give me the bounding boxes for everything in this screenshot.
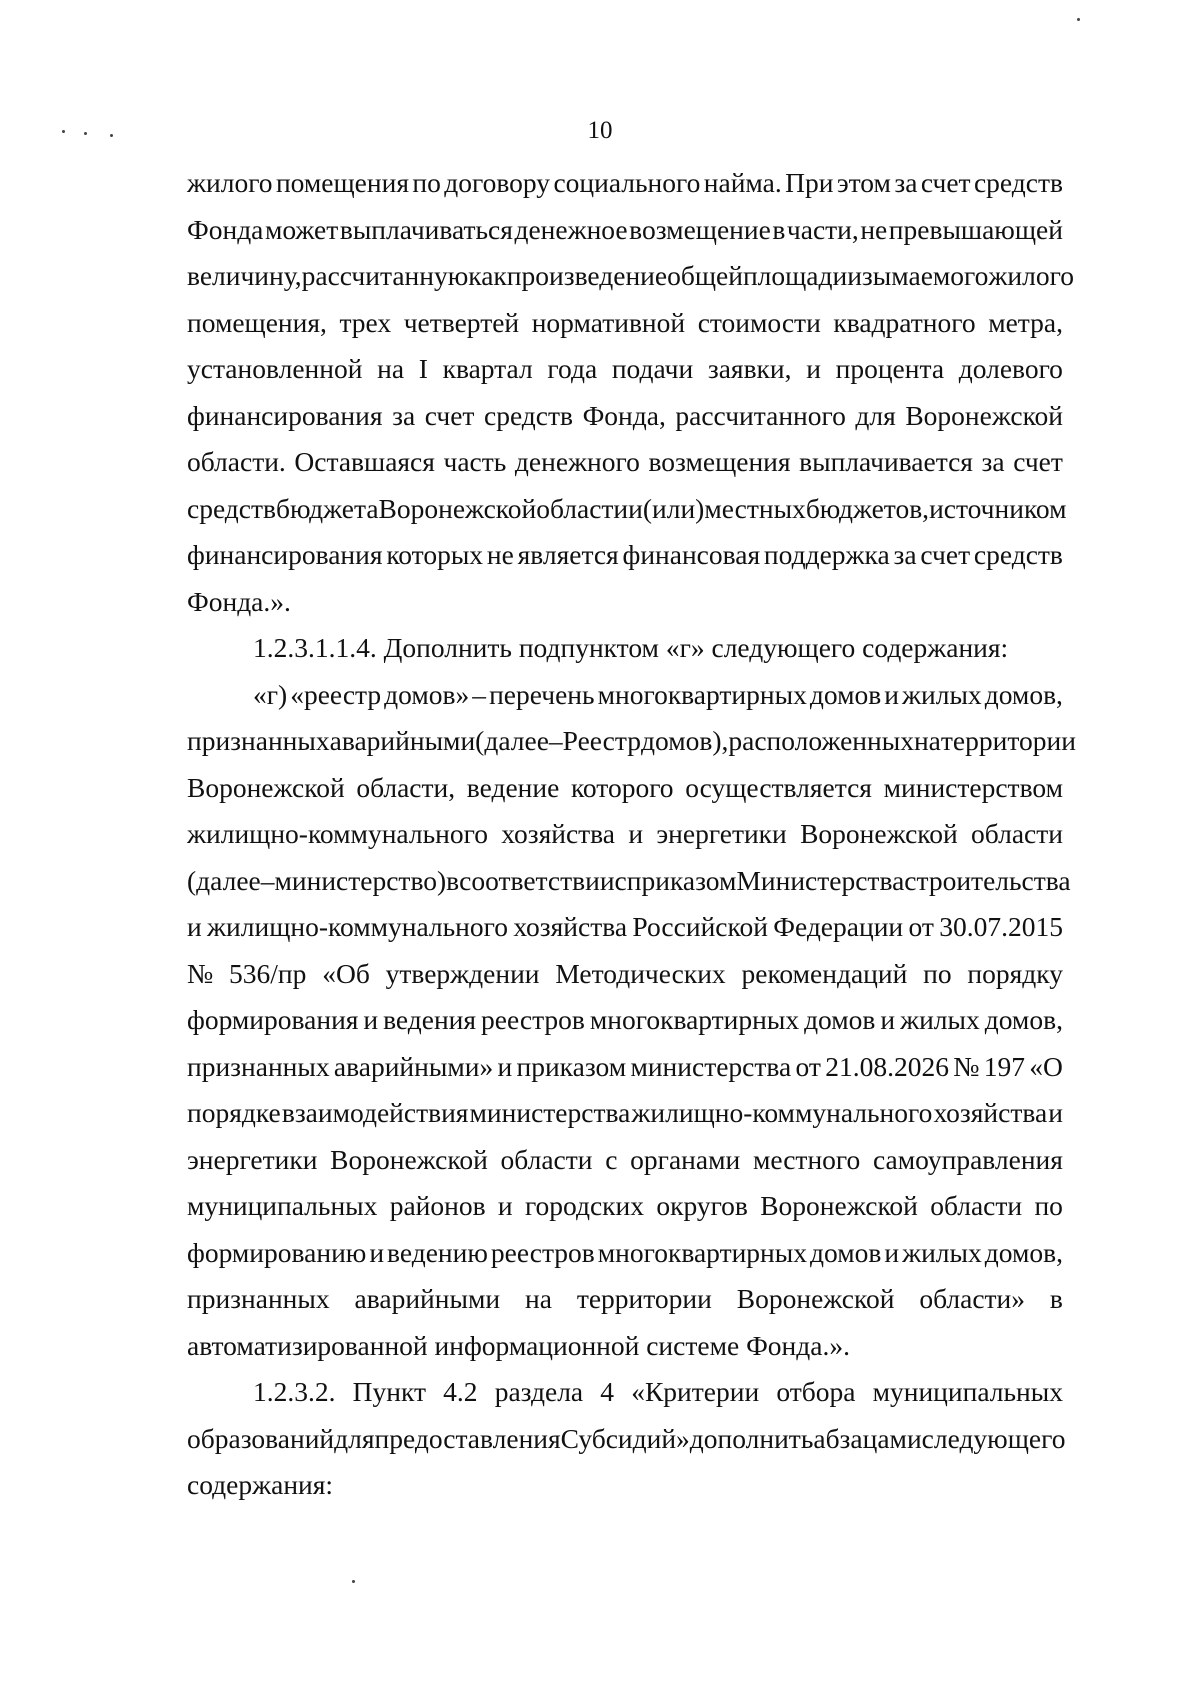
text-line	[187, 532, 1063, 579]
word: Субсидий»	[560, 1422, 690, 1454]
word: области	[971, 818, 1063, 849]
word: признанных	[187, 1283, 330, 1314]
word: абзацами	[813, 1422, 922, 1454]
scan-speck	[352, 1580, 355, 1583]
word: жилых	[902, 1236, 982, 1268]
word: отбора	[776, 1376, 856, 1407]
word: образований	[187, 1422, 335, 1454]
word: и	[497, 1190, 513, 1221]
text-line	[187, 811, 1063, 858]
word: соответствии	[459, 864, 615, 896]
word: бюджета	[276, 492, 379, 524]
word: аварийными»	[333, 1050, 494, 1082]
word: не	[860, 213, 888, 245]
word: Министерства	[736, 864, 905, 896]
word: I	[418, 353, 428, 384]
word: Воронежской	[378, 492, 537, 524]
scan-speck	[84, 132, 87, 135]
word: средств	[973, 167, 1063, 198]
text-line: содержания:	[187, 1469, 334, 1500]
word: части,	[786, 213, 859, 245]
word: средств	[187, 492, 276, 524]
word: финансирования	[187, 399, 383, 431]
word: помещения	[275, 167, 409, 198]
word: за	[893, 539, 917, 570]
word: найма.	[703, 167, 782, 198]
word: многоквартирных	[589, 1004, 800, 1035]
word: денежное	[514, 213, 628, 245]
word: рассчитанного	[675, 399, 846, 431]
word: и	[369, 1236, 385, 1268]
word: и	[1048, 1097, 1063, 1128]
word: метра,	[988, 306, 1063, 338]
word: взаимодействия	[281, 1097, 469, 1128]
text-line	[187, 439, 1063, 486]
text-line	[187, 1183, 1063, 1230]
word: и	[880, 1004, 896, 1035]
word: домов,	[984, 1004, 1063, 1035]
word: министерства	[469, 1097, 631, 1128]
text-line	[187, 1276, 1063, 1323]
word: финансовая	[622, 539, 761, 570]
word: области	[500, 1143, 593, 1175]
word: Оставшаяся	[294, 446, 435, 477]
text-line	[187, 160, 1063, 207]
word: домов»	[384, 678, 470, 710]
word: 1.2.3.2.	[253, 1376, 336, 1407]
word: Воронежской	[736, 1283, 895, 1314]
word: 21.08.2026	[825, 1050, 949, 1082]
word: подачи	[611, 353, 694, 384]
word: домов	[804, 1004, 876, 1035]
word: домов),	[641, 725, 729, 756]
text-line	[187, 486, 1067, 533]
word: в	[446, 864, 460, 896]
word: жилищно-коммунального	[187, 818, 488, 849]
word: аварийными	[329, 725, 476, 756]
word: долевого	[958, 353, 1063, 384]
text-line	[187, 672, 1063, 719]
word: с	[614, 864, 627, 896]
word: по	[1034, 1190, 1063, 1221]
word: источником	[929, 492, 1067, 524]
text-line	[187, 1137, 1063, 1184]
word: для	[334, 1422, 375, 1454]
word: счет	[920, 167, 971, 198]
word: установленной	[187, 353, 363, 384]
word: жилых	[902, 678, 982, 710]
word: года	[547, 353, 598, 384]
word: Реестр	[562, 725, 641, 756]
word: министерства	[630, 1050, 792, 1082]
text-line	[187, 1230, 1063, 1277]
text-line	[187, 253, 1074, 300]
word: часть	[443, 446, 507, 477]
word: формированию	[187, 1236, 367, 1268]
word: местных	[704, 492, 806, 524]
word: предоставления	[374, 1422, 561, 1454]
scan-speck	[62, 130, 65, 133]
text-line	[187, 1090, 1063, 1137]
text-line	[187, 1369, 1063, 1416]
word: и	[884, 1236, 900, 1268]
word: –	[548, 725, 563, 756]
word: аварийными	[354, 1283, 501, 1314]
word: формирования	[187, 1004, 359, 1035]
word: №	[187, 957, 214, 989]
word: признанных	[187, 1050, 330, 1082]
word: ведение	[466, 771, 560, 803]
word: Фонда	[187, 213, 264, 245]
word: муниципальных	[187, 1190, 378, 1221]
word: жилого	[988, 260, 1074, 291]
scan-speck	[110, 134, 113, 137]
word: Федерации	[773, 911, 904, 942]
word: от	[908, 911, 934, 942]
word: самоуправления	[873, 1143, 1063, 1175]
word: этом	[836, 167, 891, 198]
word: возмещение	[629, 213, 771, 245]
word: реестров	[490, 1236, 595, 1268]
word: в	[1049, 1283, 1063, 1314]
word: Воронежской	[905, 399, 1063, 431]
page-number: 10	[587, 117, 613, 144]
word: в	[772, 213, 786, 245]
word: жилищно-коммунального	[207, 911, 508, 942]
text-line	[187, 393, 1063, 440]
word: счет	[920, 539, 971, 570]
word: Методических	[555, 957, 726, 989]
word: «реестр	[290, 678, 382, 710]
word: министерство)	[274, 864, 447, 896]
word: «О	[1029, 1050, 1063, 1082]
word: трех	[339, 306, 392, 338]
word: порядку	[967, 957, 1063, 989]
word: поддержка	[763, 539, 890, 570]
word: превышающей	[888, 213, 1063, 245]
word: является	[517, 539, 619, 570]
word: приказом	[626, 864, 737, 896]
word: не	[486, 539, 514, 570]
word: реестров	[481, 1004, 585, 1035]
word: и	[363, 1004, 379, 1035]
word: хозяйства	[501, 818, 615, 849]
word: Воронежской	[330, 1143, 488, 1175]
word: домов	[809, 678, 882, 710]
word: территории	[576, 1283, 712, 1314]
word: социального	[553, 167, 701, 198]
word: (или)	[642, 492, 705, 524]
text-line	[187, 300, 1063, 347]
word: возмещения	[648, 446, 791, 477]
word: «г)	[253, 678, 288, 710]
word: средств	[484, 399, 573, 431]
word: многоквартирных	[597, 1236, 807, 1268]
word: жилищно-коммунального	[631, 1097, 933, 1128]
word: округов	[656, 1190, 748, 1221]
word: и	[628, 818, 644, 849]
word: №	[953, 1050, 980, 1082]
word: Российской	[632, 911, 768, 942]
word: расположенных	[728, 725, 914, 756]
word: следующего	[921, 1422, 1066, 1454]
word: счет	[1013, 446, 1063, 477]
text-line	[187, 207, 1063, 254]
text-line: 1.2.3.1.1.4. Дополнить подпунктом «г» следующего содержания:	[253, 632, 1009, 663]
word: 536/пр	[229, 957, 307, 989]
word: хозяйства	[933, 1097, 1048, 1128]
word: и	[628, 492, 643, 524]
word: заявки,	[707, 353, 792, 384]
word: договору	[444, 167, 551, 198]
text-line	[187, 858, 1071, 905]
word: ведения	[383, 1004, 477, 1035]
word: министерством	[883, 771, 1063, 803]
word: перечень	[489, 678, 595, 710]
word: 4.2	[443, 1376, 478, 1407]
word: произведение	[506, 260, 668, 291]
word: области,	[356, 771, 456, 803]
word: квадратного	[833, 306, 976, 338]
word: помещения,	[187, 306, 327, 338]
word: строительства	[904, 864, 1071, 896]
word: выплачиваться	[339, 213, 513, 245]
word: для	[855, 399, 896, 431]
text-line	[187, 1416, 1066, 1463]
word: (далее	[475, 725, 549, 756]
word: местного	[752, 1143, 861, 1175]
word: (далее	[187, 864, 261, 896]
word: финансирования	[187, 539, 383, 570]
word: площади	[742, 260, 848, 291]
word: органами	[630, 1143, 741, 1175]
word: 197	[983, 1050, 1026, 1082]
word: энергетики	[187, 1143, 318, 1175]
word: стоимости	[697, 306, 821, 338]
word: и	[806, 353, 821, 384]
word: нормативной	[531, 306, 686, 338]
word: муниципальных	[872, 1376, 1063, 1407]
word: средств	[973, 539, 1063, 570]
document-body	[187, 160, 1076, 1509]
word: области	[536, 492, 629, 524]
scan-speck	[1077, 18, 1080, 21]
text-line	[187, 904, 1063, 951]
word: за	[894, 167, 918, 198]
word: выплачивается	[799, 446, 973, 477]
word: за	[392, 399, 416, 431]
word: жилого	[187, 167, 273, 198]
word: области»	[919, 1283, 1026, 1314]
word: При	[785, 167, 834, 198]
word: и	[187, 911, 202, 942]
word: признанных	[187, 725, 330, 756]
text-line	[187, 346, 1063, 393]
text-line: Фонда.».	[187, 585, 291, 617]
word: с	[605, 1143, 618, 1175]
word: 30.07.2015	[939, 911, 1063, 942]
word: общей	[667, 260, 743, 291]
word: от	[795, 1050, 821, 1082]
word: которого	[570, 771, 674, 803]
word: –	[260, 864, 275, 896]
word: денежного	[514, 446, 640, 477]
word: 4	[600, 1376, 615, 1407]
word: изымаемого	[847, 260, 989, 291]
word: на	[377, 353, 405, 384]
word: многоквартирных	[597, 678, 807, 710]
word: «Об	[322, 957, 370, 989]
word: процента	[835, 353, 945, 384]
word: территории	[940, 725, 1076, 756]
word: рассчитанную	[301, 260, 469, 291]
word: рекомендаций	[741, 957, 908, 989]
word: как	[468, 260, 507, 291]
text-line	[187, 1044, 1063, 1091]
word: осуществляется	[685, 771, 872, 803]
word: раздела	[494, 1376, 584, 1407]
word: квартал	[442, 353, 533, 384]
text-line	[187, 718, 1076, 765]
word: дополнить	[689, 1422, 814, 1454]
word: домов,	[984, 678, 1063, 710]
word: Фонда,	[582, 399, 666, 431]
word: на	[913, 725, 941, 756]
text-line	[187, 765, 1063, 812]
text-line	[187, 997, 1063, 1044]
text-line	[187, 951, 1063, 998]
word: за	[981, 446, 1005, 477]
text-line: автоматизированной информационной системе Фонда.».	[187, 1329, 850, 1361]
word: Воронежской	[760, 1190, 918, 1221]
word: четвертей	[403, 306, 520, 338]
word: хозяйства	[513, 911, 628, 942]
word: жилых	[900, 1004, 980, 1035]
word: ведению	[387, 1236, 488, 1268]
word: области	[930, 1190, 1023, 1221]
word: Воронежской	[187, 771, 345, 803]
word: по	[412, 167, 441, 198]
word: –	[472, 678, 487, 710]
word: Пункт	[352, 1376, 426, 1407]
word: городских	[524, 1190, 645, 1221]
word: величину,	[187, 260, 302, 291]
word: на	[524, 1283, 552, 1314]
word: и	[884, 678, 899, 710]
word: и	[497, 1050, 513, 1082]
word: по	[923, 957, 952, 989]
word: энергетики	[656, 818, 787, 849]
word: приказом	[516, 1050, 627, 1082]
word: домов	[810, 1236, 882, 1268]
word: «Критерии	[631, 1376, 760, 1407]
word: домов,	[984, 1236, 1063, 1268]
word: области.	[187, 446, 286, 477]
word: которых	[386, 539, 484, 570]
word: районов	[389, 1190, 486, 1221]
word: счет	[424, 399, 475, 431]
word: может	[264, 213, 339, 245]
word: порядке	[187, 1097, 281, 1128]
word: Воронежской	[800, 818, 958, 849]
word: утверждении	[385, 957, 540, 989]
word: бюджетов,	[805, 492, 930, 524]
